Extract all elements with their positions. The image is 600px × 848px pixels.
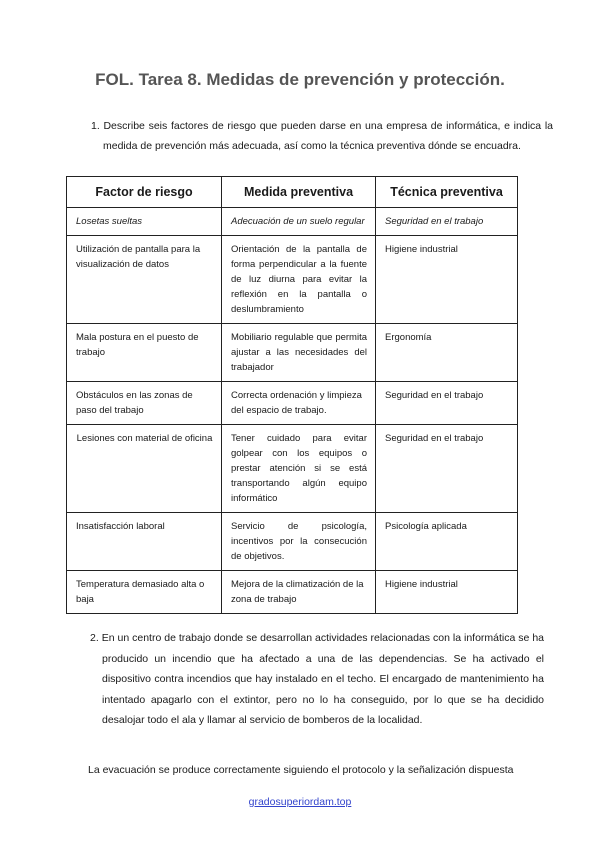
table-row [67, 208, 518, 236]
question-2-continued: La evacuación se produce correctamente siguiendo el protocolo y la señalización dispuesta [88, 764, 514, 776]
table-row [67, 425, 518, 513]
cell-medida: Servicio de psicología, incentivos por la consecución de objetivos. [222, 513, 376, 571]
cell-medida: Mobiliario regulable que permita ajustar a las necesidades del trabajador [222, 324, 376, 382]
table-row [67, 236, 518, 324]
cell-tecnica: Higiene industrial [376, 236, 518, 324]
cell-factor: Utilización de pantalla para la visualización de datos [67, 236, 222, 324]
table-row [67, 382, 518, 425]
risk-table [66, 176, 518, 614]
cell-tecnica: Ergonomía [376, 324, 518, 382]
cell-medida: Adecuación de un suelo regular [222, 208, 376, 236]
cell-tecnica: Psicología aplicada [376, 513, 518, 571]
header-medida: Medida preventiva [222, 177, 376, 208]
header-factor: Factor de riesgo [67, 177, 222, 208]
cell-factor: Lesiones con material de oficina [67, 425, 222, 513]
table-header-row [67, 177, 518, 208]
cell-tecnica: Higiene industrial [376, 571, 518, 614]
table-row [67, 513, 518, 571]
cell-factor: Mala postura en el puesto de trabajo [67, 324, 222, 382]
header-tecnica: Técnica preventiva [376, 177, 518, 208]
cell-tecnica: Seguridad en el trabajo [376, 208, 518, 236]
cell-tecnica: Seguridad en el trabajo [376, 382, 518, 425]
cell-medida: Orientación de la pantalla de forma perpendicular a la fuente de luz diurna para evitar la reflexión en la pantalla o deslumbramiento [222, 236, 376, 324]
question-1: 1. Describe seis factores de riesgo que pueden darse en una empresa de informática, e indica la medida de prevención más adecuada, así como la técnica preventiva dónde se encuadra. [91, 120, 553, 152]
table-row [67, 571, 518, 614]
cell-factor: Obstáculos en las zonas de paso del trabajo [67, 382, 222, 425]
cell-medida: Mejora de la climatización de la zona de trabajo [222, 571, 376, 614]
table-row [67, 324, 518, 382]
cell-medida: Tener cuidado para evitar golpear con los equipos o prestar atención si se está transportando algún equipo informático [222, 425, 376, 513]
cell-factor: Insatisfacción laboral [67, 513, 222, 571]
cell-medida: Correcta ordenación y limpieza del espacio de trabajo. [222, 382, 376, 425]
question-2: 2. En un centro de trabajo donde se desarrollan actividades relacionadas con la informática se ha producido un incendio que ha afectado a una de las dependencias. Se ha activado el dispositivo contra incendios que hay instalado en el techo. El encargado de mantenimiento ha intentado apagarlo con el extintor, pero no lo ha conseguido, por lo que se ha decidido desalojar todo el ala y llamar al servicio de bomberos de la localidad. [90, 632, 544, 726]
footer-link[interactable]: gradosuperiordam.top [248, 796, 352, 808]
document-title: FOL. Tarea 8. Medidas de prevención y protección. [95, 70, 505, 89]
cell-factor: Losetas sueltas [67, 208, 222, 236]
cell-factor: Temperatura demasiado alta o baja [67, 571, 222, 614]
cell-tecnica: Seguridad en el trabajo [376, 425, 518, 513]
